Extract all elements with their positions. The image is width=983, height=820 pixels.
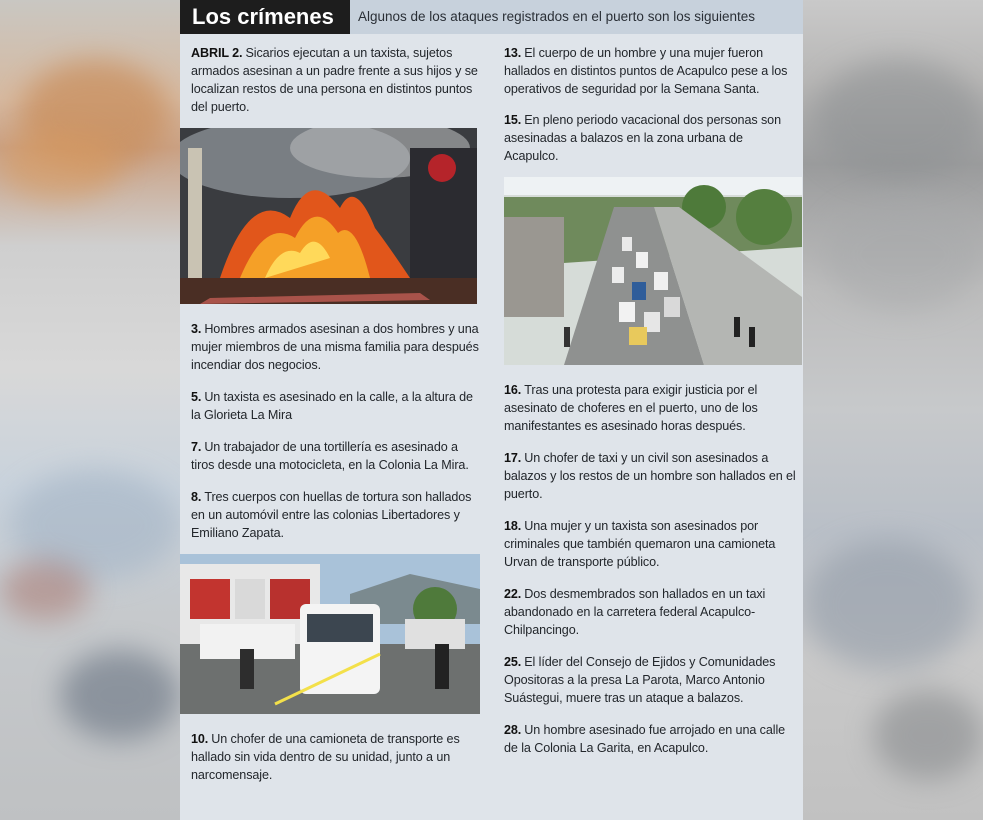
event-text: Un taxista es asesinado en la calle, a la altura de la Glorieta La Mira (191, 390, 473, 422)
event-text: En pleno periodo vacacional dos personas son asesinadas a balazos en la zona urbana de Acapulco. (504, 113, 781, 163)
event-date: 7. (191, 440, 202, 454)
event-text: Un hombre asesinado fue arrojado en una calle de la Colonia La Garita, en Acapulco. (504, 723, 786, 755)
blurred-background-left (0, 0, 180, 820)
event-text: El cuerpo de un hombre y una mujer fueron hallados en distintos puntos de Acapulco pese a los operativos de seguridad por la Semana Santa. (504, 46, 788, 96)
infographic-sheet (180, 0, 803, 820)
event-date: ABRIL 2. (191, 46, 243, 60)
event-item (191, 730, 483, 784)
burning-storefront-photo (180, 128, 477, 304)
event-item (504, 449, 796, 503)
event-date: 28. (504, 723, 522, 737)
event-text: Hombres armados asesinan a dos hombres y una mujer miembros de una misma familia para después incendiar dos negocios. (191, 322, 479, 372)
event-text: Tras una protesta para exigir justicia por el asesinato de choferes en el puerto, uno de los manifestantes es asesinado horas después. (504, 383, 758, 433)
left-column (191, 44, 483, 798)
event-item (191, 488, 483, 542)
event-item (504, 653, 796, 707)
event-item (191, 388, 483, 424)
event-item (504, 44, 796, 98)
event-text: Sicarios ejecutan a un taxista, sujetos armados asesinan a un padre frente a sus hijos y se localizan restos de una persona en distintos puntos del puerto. (191, 46, 478, 114)
section-title: Los crímenes (180, 0, 350, 34)
event-text: Dos desmembrados son hallados en un taxi abandonado en la carretera federal Acapulco-Chilpancingo. (504, 587, 766, 637)
event-date: 15. (504, 113, 522, 127)
event-item (504, 517, 796, 571)
event-date: 17. (504, 451, 522, 465)
event-date: 16. (504, 383, 522, 397)
traffic-jam-aerial-photo (504, 177, 802, 365)
event-item (191, 320, 483, 374)
event-date: 18. (504, 519, 522, 533)
event-text: Un chofer de una camioneta de transporte es hallado sin vida dentro de su unidad, junto a un narcomensaje. (191, 732, 460, 782)
event-date: 5. (191, 390, 202, 404)
event-item (504, 721, 796, 757)
event-date: 22. (504, 587, 522, 601)
event-item (504, 585, 796, 639)
header-band (180, 0, 803, 34)
event-text: Un trabajador de una tortillería es asesinado a tiros desde una motocicleta, en la Colonia La Mira. (191, 440, 469, 472)
event-item (191, 44, 483, 116)
event-text: Un chofer de taxi y un civil son asesinados a balazos y los restos de un hombre son hallados en el puerto. (504, 451, 796, 501)
event-date: 8. (191, 490, 202, 504)
event-text: Una mujer y un taxista son asesinados por criminales que también quemaron una camioneta Urvan de transporte público. (504, 519, 776, 569)
section-subtitle: Algunos de los ataques registrados en el puerto son los siguientes (358, 9, 756, 24)
event-date: 25. (504, 655, 522, 669)
blurred-background-right (803, 0, 983, 820)
event-item (191, 438, 483, 474)
event-date: 3. (191, 322, 202, 336)
event-text: Tres cuerpos con huellas de tortura son hallados en un automóvil entre las colonias Libertadores y Emiliano Zapata. (191, 490, 472, 540)
event-text: El líder del Consejo de Ejidos y Comunidades Opositoras a la presa La Parota, Marco Antonio Suástegui, muere tras un ataque a balazos. (504, 655, 776, 705)
right-column (504, 44, 796, 771)
event-item (504, 111, 796, 165)
event-item (504, 381, 796, 435)
event-date: 13. (504, 46, 522, 60)
event-date: 10. (191, 732, 209, 746)
street-scene-van-photo (180, 554, 480, 714)
